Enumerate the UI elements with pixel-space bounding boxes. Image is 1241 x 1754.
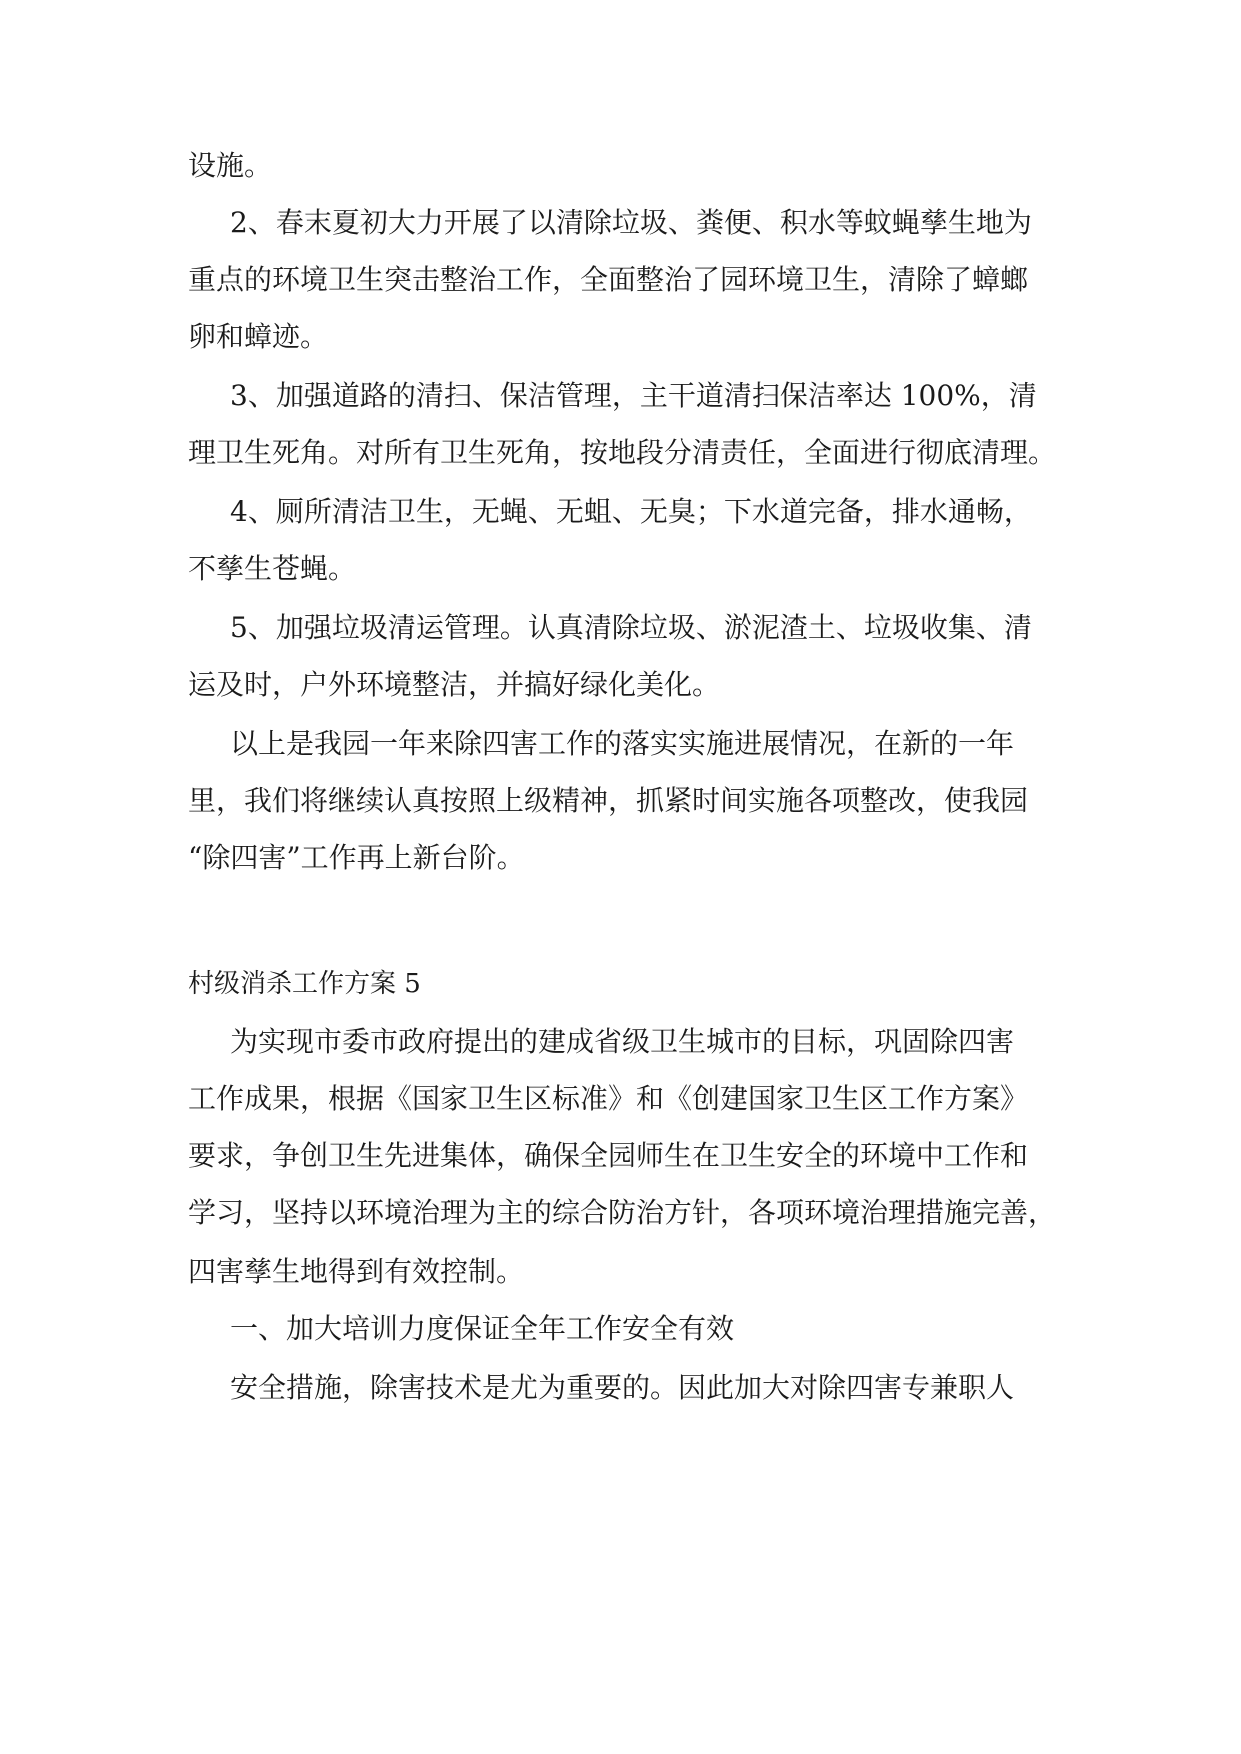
text-line: 为实现市委市政府提出的建成省级卫生城市的目标，巩固除四害 bbox=[230, 1025, 1015, 1058]
text-line: 四害孳生地得到有效控制。 bbox=[188, 1255, 525, 1288]
text-line: 安全措施，除害技术是尤为重要的。因此加大对除四害专兼职人 bbox=[230, 1371, 1015, 1404]
text-line: 以上是我园一年来除四害工作的落实实施进展情况，在新的一年 bbox=[230, 727, 1015, 760]
section-heading: 村级消杀工作方案 5 bbox=[188, 969, 421, 999]
text-line: “除四害”工作再上新台阶。 bbox=[188, 841, 525, 874]
text-line: 5、加强垃圾清运管理。认真清除垃圾、淤泥渣土、垃圾收集、清 bbox=[230, 611, 1032, 644]
text-line: 学习，坚持以环境治理为主的综合防治方针，各项环境治理措施完善， bbox=[188, 1196, 1057, 1229]
text-line: 不孳生苍蝇。 bbox=[188, 552, 357, 585]
text-line: 设施。 bbox=[188, 149, 273, 182]
text-line: 4、厕所清洁卫生，无蝇、无蛆、无臭；下水道完备，排水通畅， bbox=[230, 495, 1032, 528]
text-line: 3、加强道路的清扫、保洁管理，主干道清扫保洁率达 100%，清 bbox=[230, 379, 1037, 412]
text-line: 工作成果，根据《国家卫生区标准》和《创建国家卫生区工作方案》 bbox=[188, 1082, 1029, 1115]
text-line: 要求，争创卫生先进集体，确保全园师生在卫生安全的环境中工作和 bbox=[188, 1139, 1029, 1172]
text-line: 理卫生死角。对所有卫生死角，按地段分清责任，全面进行彻底清理。 bbox=[188, 436, 1057, 469]
subsection-heading: 一、加大培训力度保证全年工作安全有效 bbox=[230, 1312, 735, 1345]
text-line: 里，我们将继续认真按照上级精神，抓紧时间实施各项整改，使我园 bbox=[188, 784, 1029, 817]
text-line: 2、春末夏初大力开展了以清除垃圾、粪便、积水等蚊蝇孳生地为 bbox=[230, 206, 1032, 239]
text-line: 运及时，户外环境整洁，并搞好绿化美化。 bbox=[188, 668, 721, 701]
text-line: 卵和蟑迹。 bbox=[188, 320, 329, 353]
text-line: 重点的环境卫生突击整治工作，全面整治了园环境卫生，清除了蟑螂 bbox=[188, 263, 1029, 296]
